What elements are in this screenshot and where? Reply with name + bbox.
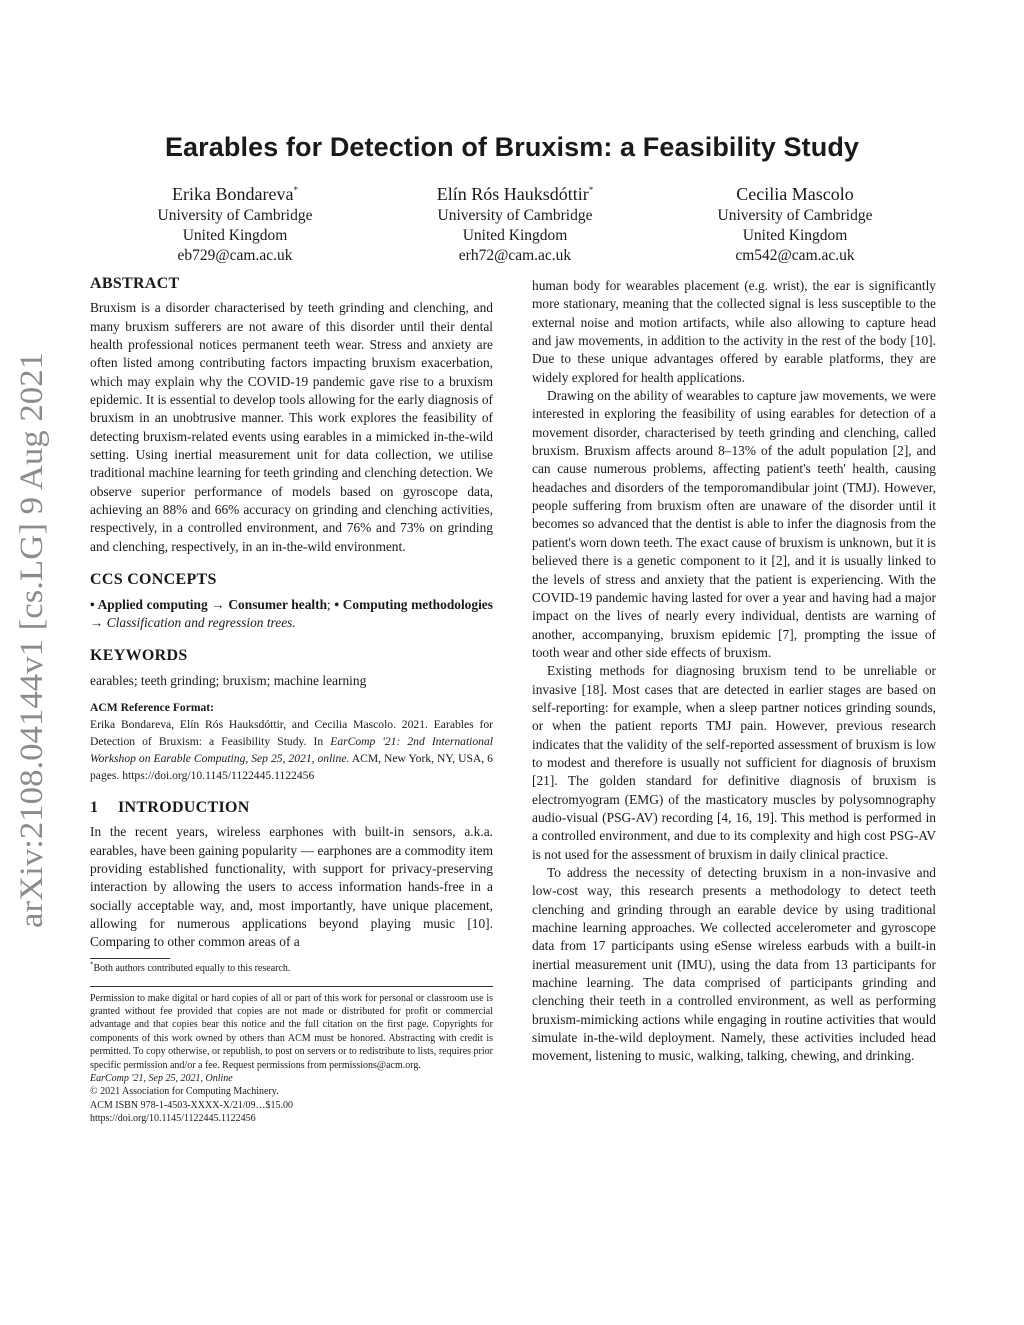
footnote-rule (90, 958, 170, 959)
abstract-heading: ABSTRACT (90, 275, 180, 292)
left-column (90, 275, 493, 1126)
ccs-arrow: → (211, 596, 225, 612)
acm-reference-authors: Erika Bondareva, Elín Rós Hauksdóttir, and Cecilia Mascolo. 2021. Earables for Detection of Bruxism: a Feasibility Study. In (90, 717, 493, 748)
author-name: Erika Bondareva (172, 184, 294, 204)
author-email: eb729@cam.ac.uk (177, 247, 293, 264)
acm-reference-heading: ACM Reference Format: (90, 700, 215, 714)
footnote (90, 962, 493, 976)
permission-block (90, 992, 493, 1126)
keywords-text: earables; teeth grinding; bruxism; machine learning (90, 672, 367, 688)
footnote-text: Both authors contributed equally to this research. (93, 962, 291, 974)
introduction-heading (90, 799, 493, 817)
ccs-term-2: Classification and regression trees. (106, 614, 296, 630)
ccs-bullet-2: • Computing methodologies (334, 596, 493, 612)
author-block (100, 183, 930, 266)
section-number: 1 (90, 798, 99, 816)
body-paragraph: To address the necessity of detecting bruxism in a non-invasive and low-cost way, this research presents a methodology to detect teeth clenching and grinding through an earable device by using traditional machine learning approaches. We collected accelerometer and gyroscope data from 17 participants using eSense wireless earbuds with a built-in inertial measurement unit (IMU), using the data from 13 participants for machine learning. The data comprised of participants grinding and clenching their teeth in a controlled environment, as well as performing bruxism-mimicking actions while engaging in routine activities that would simulate in-the-wild deployment. Namely, these activities included head movement, listening to music, walking, talking, chewing, and drinking. (532, 865, 936, 1064)
footnote-mark: * (90, 960, 94, 969)
introduction-paragraph: In the recent years, wireless earphones with built-in sensors, a.k.a. earables, have been gaining popularity — earphones are a commodity item providing established functionality, with support for privacy-preserving interaction by allowing the users to access information hands-free in a socially acceptable way, and, most importantly, have unique placement, allowing for numerous applications beyond playing music [10]. Comparing to other common areas of a (90, 824, 493, 950)
body-paragraph: human body for wearables placement (e.g. wrist), the ear is significantly more stationary, meaning that the collected signal is less susceptible to the external noise and motion artifacts, while also allowing to capture head and jaw movements, in addition to the activity in the rest of the body [10]. Due to these unique advantages offered by earable platforms, they are widely explored for health applications. (532, 278, 936, 385)
arxiv-stamp-text: arXiv:2108.04144v1 [cs.LG] 9 Aug 2021 (14, 381, 50, 928)
author-2 (380, 183, 650, 266)
permission-venue: EarComp '21, Sep 25, 2021, Online (90, 1073, 233, 1085)
body-paragraph: Drawing on the ability of wearables to capture jaw movements, we were interested in exploring the feasibility of using earables for detection of a movement disorder, characterised by teeth grinding and clenching, called bruxism. Bruxism affects around 8–13% of the adult population [2], and can cause numerous problems, affecting patient's teeth' health, causing headaches and disorders of the temporomandibular joint (TMJ). However, people suffering from bruxism often are unaware of the disorder until it becomes so advanced that the dentist is able to infer the diagnosis from the patient's worn down teeth. The exact cause of bruxism is unknown, but it is believed there is a genetic component to it [2], and it is usually linked to the levels of stress and anxiety that the patient is experiencing. With the COVID-19 pandemic having lasted for over a year and having had a major impact on the lives of nearly every individual, dentists are warning of another, accompanying, bruxism epidemic [7], prompting the issue of tooth wear and other side effects of bruxism. (532, 388, 936, 660)
author-name: Elín Rós Hauksdóttir (436, 184, 589, 204)
arxiv-stamp (6, 350, 54, 930)
acm-reference-text (90, 716, 493, 784)
permission-text: Permission to make digital or hard copies of all or part of this work for personal or classroom use is granted without fee provided that copies are not made or distributed for profit or commercial advantage and that copies bear this notice and the full citation on the first page. Copyrights for components of this work owned by others than ACM must be honored. Abstracting with credit is permitted. To copy otherwise, or republish, to post on servers or to redistribute to lists, requires prior specific permission and/or a fee. Request permissions from permissions@acm.org. (90, 992, 493, 1071)
acm-reference-publisher: ACM, New York, NY, USA, 6 pages. https://doi.org/10.1145/1122445.1122456 (90, 751, 493, 782)
ccs-heading: CCS CONCEPTS (90, 571, 217, 589)
equal-contribution-mark: * (293, 185, 298, 195)
permission-rule (90, 986, 493, 987)
author-1 (100, 183, 370, 266)
right-column (532, 277, 936, 1066)
paper-title: Earables for Detection of Bruxism: a Feasibility Study (164, 132, 860, 162)
author-3 (660, 183, 930, 266)
author-email: erh72@cam.ac.uk (458, 247, 572, 264)
author-affiliation: University of Cambridge (157, 207, 313, 224)
body-paragraph: Existing methods for diagnosing bruxism tend to be unreliable or invasive [18]. Most cases that are detected in earlier stages are based on self-reporting: for example, when a sleep partner notices grinding sounds, or when the patient reports TMJ pain. However, previous research indicates that the validity of the self-reported assessment of bruxism is low to modest and therefore is usually not sufficient for diagnosis of bruxism [21]. The golden standard for definitive diagnosis of bruxism is electromyogram (EMG) of the masticatory muscles by polysomnography audio-visual (PSG-AV) recording [4, 16, 19]. This method is performed in a controlled environment, and due to its complexity and high cost PSG-AV is not used for the assessment of bruxism in daily clinical practice. (532, 663, 936, 862)
ccs-concepts (90, 596, 493, 633)
ccs-term-1: Consumer health (228, 596, 328, 612)
ccs-bullet-1: • Applied computing (90, 596, 208, 612)
permission-doi: https://doi.org/10.1145/1122445.1122456 (90, 1113, 256, 1125)
author-name: Cecilia Mascolo (736, 184, 854, 204)
permission-isbn: ACM ISBN 978-1-4503-XXXX-X/21/09…$15.00 (90, 1099, 294, 1111)
equal-contribution-mark: * (588, 185, 594, 195)
author-affiliation: University of Cambridge (437, 207, 593, 224)
author-email: cm542@cam.ac.uk (735, 247, 855, 264)
author-affiliation: University of Cambridge (717, 207, 873, 224)
abstract-text: Bruxism is a disorder characterised by teeth grinding and clenching, and many bruxism sufferers are not aware of this disorder until their dental health professional notices permanent teeth wear. Stress and anxiety are often listed among contributing factors impacting bruxism exacerbation, which may explain why the COVID-19 pandemic gave rise to a bruxism epidemic. It is essential to develop tools allowing for the early diagnosis of bruxism in an unobtrusive manner. This work explores the feasibility of detecting bruxism-related events using earables in a mimicked in-the-wild setting. Using inertial measurement unit for data collection, we utilise traditional machine learning for teeth grinding and clenching detection. We observe superior performance of models based on gyroscope data, achieving an 88% and 66% accuracy on grinding and clenching activities, respectively, in a controlled environment, and 76% and 73% on grinding and clenching, respectively, in an in-the-wild environment. (90, 300, 493, 554)
section-title: INTRODUCTION (118, 798, 250, 816)
author-country: United Kingdom (462, 227, 568, 244)
permission-copyright: © 2021 Association for Computing Machinery. (90, 1086, 279, 1098)
ccs-separator: ; (327, 596, 335, 612)
keywords-heading: KEYWORDS (90, 647, 188, 665)
author-country: United Kingdom (742, 227, 848, 244)
author-country: United Kingdom (182, 227, 288, 244)
acm-reference-venue: EarComp '21: 2nd International Workshop on Earable Computing, Sep 25, 2021, online. (90, 734, 493, 765)
ccs-arrow: → (90, 614, 104, 630)
